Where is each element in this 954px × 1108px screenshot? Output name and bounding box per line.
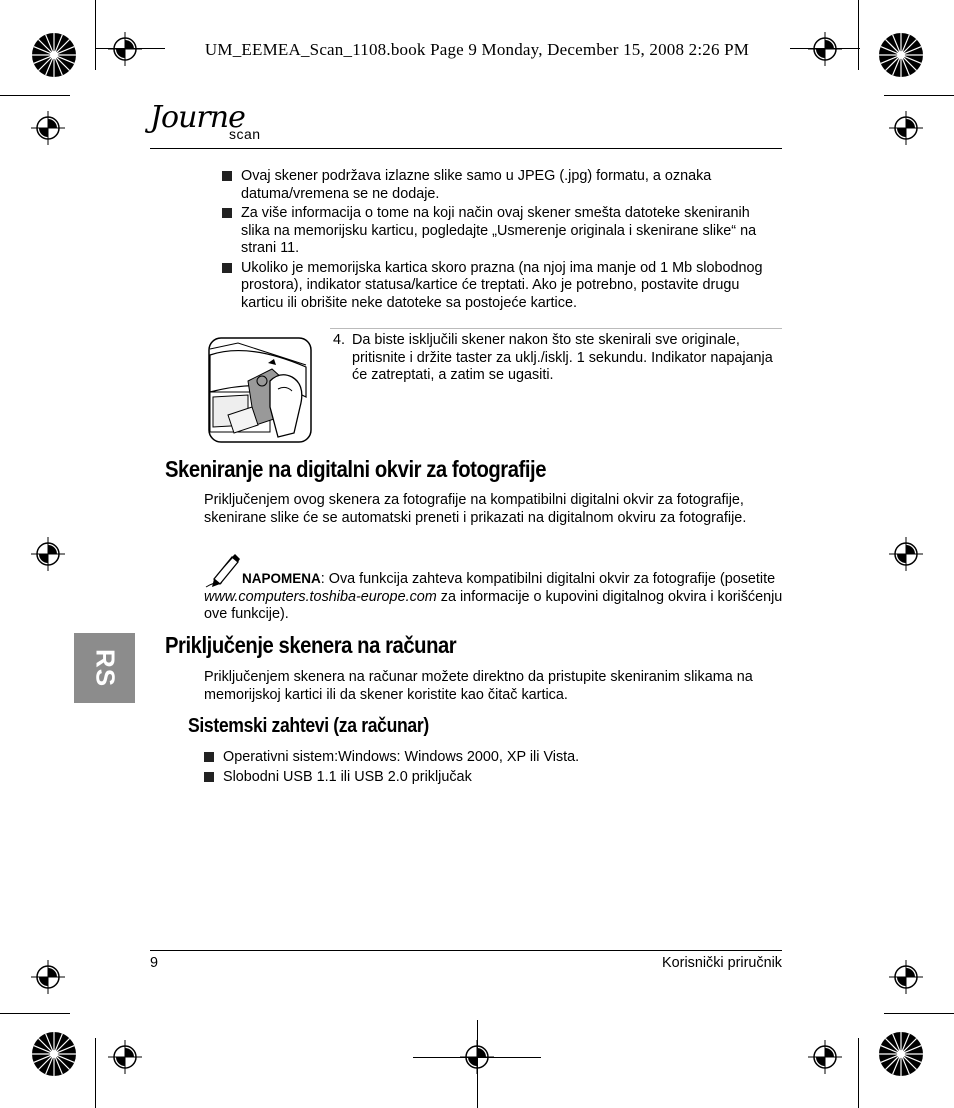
starburst-target-icon: [30, 31, 78, 79]
starburst-target-icon: [877, 31, 925, 79]
page-number: 9: [150, 955, 159, 971]
starburst-target-icon: [30, 1030, 78, 1078]
footer-title: Korisnički priručnik: [662, 955, 782, 971]
step-text: Da biste isključili skener nakon što ste skenirali sve originale, pritisnite i držite taster za uklj./isklj. 1 sekundu. Indikator napajanja će zatreptati, a zatim se ugasiti.: [352, 332, 773, 383]
crop-mark-bottom-right: [858, 1038, 859, 1108]
note-box: [204, 570, 784, 624]
crop-mark-top-right-h: [884, 95, 954, 96]
crop-mark-bottom-center-v: [477, 1020, 478, 1108]
step-number: 4.: [333, 332, 346, 348]
logo-script-text: Journe: [150, 100, 245, 135]
section-body: Priključenjem ovog skenera za fotografije na kompatibilni digitalni okvir za fotografije, skenirane slike će se automatski preneti i prikazati na digitalnom okviru za fotografije.: [204, 492, 747, 526]
registration-mark-icon: [108, 1040, 142, 1074]
registration-mark-icon: [889, 537, 923, 571]
subsection-heading: Sistemski zahtevi (za računar): [188, 715, 429, 737]
section-heading: Skeniranje na digitalni okvir za fotografije: [165, 456, 547, 482]
list-item: Operativni sistem:Windows: Windows 2000, XP ili Vista.: [204, 749, 764, 767]
crop-mark-top-left: [95, 0, 96, 70]
square-bullet-icon: [204, 772, 214, 782]
list-item: Ukoliko je memorijska kartica skoro prazna (na njoj ima manje od 1 Mb slobodnog prostora), indikator statusa/kartice će treptati. Ako je potrebno, postavite drugu karticu ili obrišite neke datoteke sa postojeće kartice.: [222, 260, 782, 313]
footer-rule: [150, 950, 782, 951]
registration-mark-icon: [31, 960, 65, 994]
scanner-button-illustration: [208, 337, 312, 443]
square-bullet-icon: [222, 208, 232, 218]
registration-mark-icon: [808, 32, 842, 66]
book-header-line: UM_EEMEA_Scan_1108.book Page 9 Monday, December 15, 2008 2:26 PM: [204, 40, 750, 59]
crop-mark-bottom-left: [95, 1038, 96, 1108]
registration-mark-icon: [889, 111, 923, 145]
starburst-target-icon: [877, 1030, 925, 1078]
step-4: [333, 332, 773, 385]
crop-mark-top-right: [858, 0, 859, 70]
crop-mark-bottom-left-h: [0, 1013, 70, 1014]
section-body: Priključenjem skenera na računar možete direktno da pristupite skeniranim slikama na memorijskoj kartici ili da skener koristite kao čitač kartica.: [204, 669, 753, 703]
section-heading: Priključenje skenera na računar: [165, 632, 457, 658]
step-rule: [330, 328, 782, 329]
crop-mark-bottom-right-h: [884, 1013, 954, 1014]
header-rule: [150, 148, 782, 149]
crop-mark-top-left-h2: [95, 48, 165, 49]
note-colon: :: [320, 571, 325, 587]
intro-bullet-list: [222, 168, 782, 314]
list-item: Slobodni USB 1.1 ili USB 2.0 priključak: [204, 769, 764, 787]
registration-mark-icon: [808, 1040, 842, 1074]
registration-mark-icon: [889, 960, 923, 994]
side-tab-label: RS: [90, 648, 120, 688]
registration-mark-icon: [31, 111, 65, 145]
square-bullet-icon: [222, 171, 232, 181]
square-bullet-icon: [222, 263, 232, 273]
note-label: NAPOMENA: [242, 571, 321, 586]
square-bullet-icon: [204, 752, 214, 762]
note-link[interactable]: www.computers.toshiba-europe.com: [204, 588, 437, 605]
registration-mark-icon: [108, 32, 142, 66]
crop-mark-top-left-h: [0, 95, 70, 96]
requirements-list: [204, 749, 764, 788]
list-item: Za više informacija o tome na koji način ovaj skener smešta datoteke skeniranih slika na memorijsku karticu, pogledajte „Usmerenje originala i skenirane slike“ na strani 11.: [222, 205, 782, 258]
language-side-tab: [74, 633, 135, 703]
crop-mark-top-right-h2: [790, 48, 860, 49]
registration-mark-icon: [31, 537, 65, 571]
note-text-before: Ova funkcija zahteva kompatibilni digitalni okvir za fotografije (posetite: [324, 571, 776, 587]
note-text-after: za informacije o kupovini digitalnog okvira i korišćenju ove funkcije).: [204, 588, 783, 622]
list-item: Ovaj skener podržava izlazne slike samo u JPEG (.jpg) formatu, a oznaka datuma/vremena se ne dodaje.: [222, 168, 782, 203]
logo-sub-text: scan: [229, 126, 261, 142]
